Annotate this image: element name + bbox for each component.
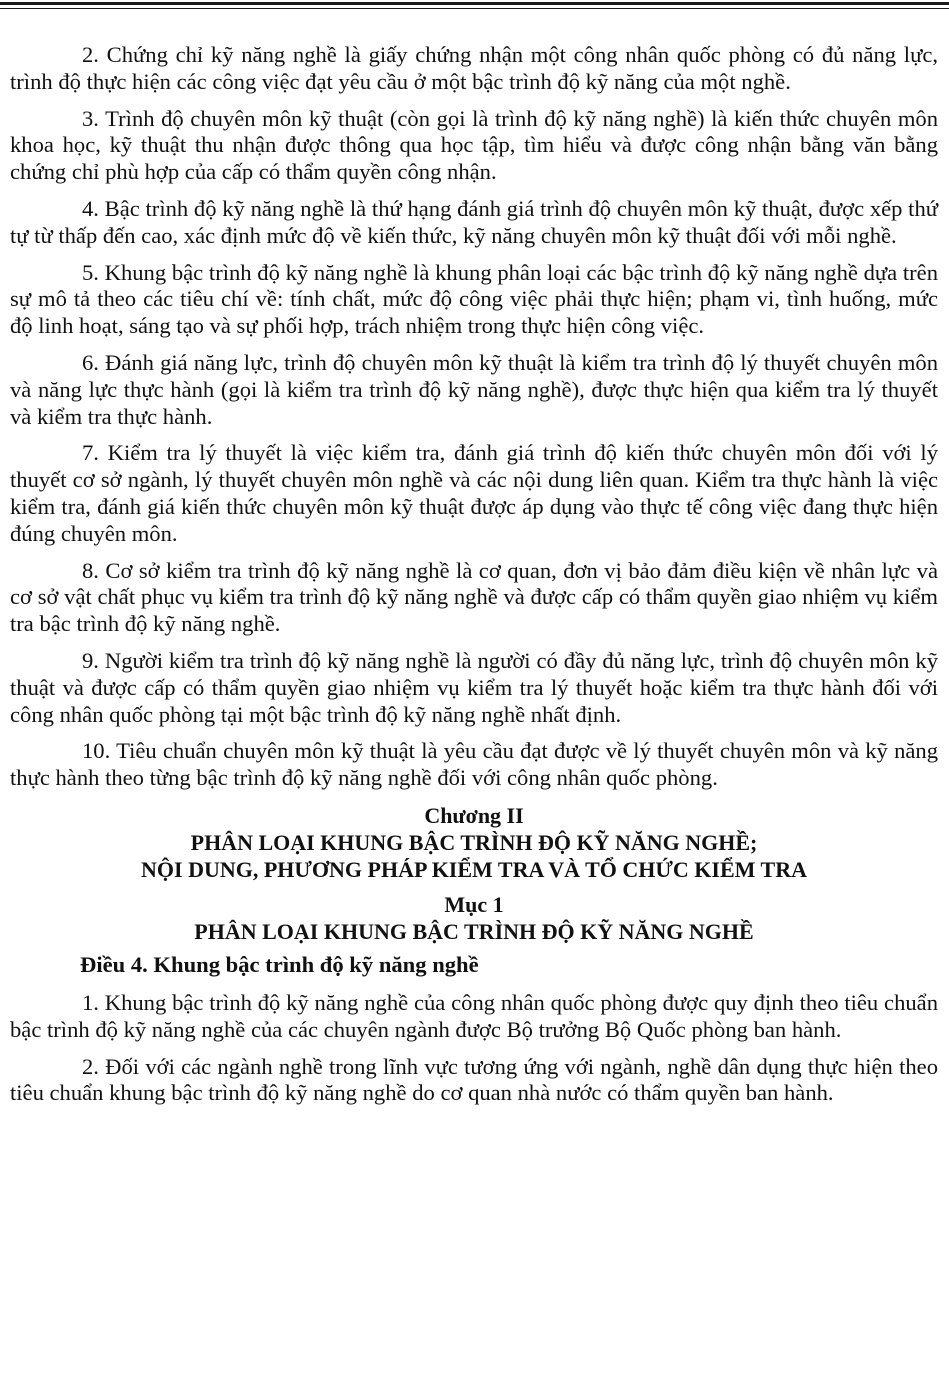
definition-paragraph-6: 6. Đánh giá năng lực, trình độ chuyên môn kỹ thuật là kiểm tra trình độ lý thuyết chuyên môn và năng lực thực hành (gọi là kiểm tra trình độ kỹ năng nghề), được thực hiện qua kiểm tra lý thuyết và kiểm tra thực hành. xyxy=(10,349,938,429)
definition-paragraph-3: 3. Trình độ chuyên môn kỹ thuật (còn gọi là trình độ kỹ năng nghề) là kiến thức chuyên môn khoa học, kỹ thuật thu nhận được thông qua học tập, tìm hiểu và được công nhận bằng văn bằng chứng chỉ phù hợp của cấp có thẩm quyền công nhận. xyxy=(10,105,938,185)
definition-paragraph-10: 10. Tiêu chuẩn chuyên môn kỹ thuật là yêu cầu đạt được về lý thuyết chuyên môn và kỹ năng thực hành theo từng bậc trình độ kỹ năng nghề đối với công nhân quốc phòng. xyxy=(10,738,938,791)
section-label: Mục 1 xyxy=(444,891,504,917)
definition-paragraph-8: 8. Cơ sở kiểm tra trình độ kỹ năng nghề là cơ quan, đơn vị bảo đảm điều kiện về nhân lực và cơ sở vật chất phục vụ kiểm tra trình độ kỹ năng nghề và được cấp có thẩm quyền giao nhiệm vụ kiểm tra bậc trình độ kỹ năng nghề. xyxy=(10,557,938,637)
chapter-title-line-1: PHÂN LOẠI KHUNG BẬC TRÌNH ĐỘ KỸ NĂNG NGHỀ; xyxy=(190,829,758,855)
definition-paragraph-5: 5. Khung bậc trình độ kỹ năng nghề là khung phân loại các bậc trình độ kỹ năng nghề dựa trên sự mô tả theo các tiêu chí về: tính chất, mức độ công việc phải thực hiện; phạm vi, tình huống, mức độ linh hoạt, sáng tạo và sự phối hợp, trách nhiệm trong thực hiện công việc. xyxy=(10,259,938,339)
article-title: Điều 4. Khung bậc trình độ kỹ năng nghề xyxy=(80,951,479,977)
document-page xyxy=(10,42,938,1117)
section-title: PHÂN LOẠI KHUNG BẬC TRÌNH ĐỘ KỸ NĂNG NGHỀ xyxy=(194,918,754,944)
chapter-label: Chương II xyxy=(424,802,524,828)
article-paragraph-2: 2. Đối với các ngành nghề trong lĩnh vực tương ứng với ngành, nghề dân dụng thực hiện theo tiêu chuẩn khung bậc trình độ kỹ năng nghề do cơ quan nhà nước có thẩm quyền ban hành. xyxy=(10,1053,938,1106)
definition-paragraph-4: 4. Bậc trình độ kỹ năng nghề là thứ hạng đánh giá trình độ chuyên môn kỹ thuật, được xếp thứ tự từ thấp đến cao, xác định mức độ về kiến thức, kỹ năng chuyên môn kỹ thuật đối với mỗi nghề. xyxy=(10,195,938,248)
chapter-title-line-2: NỘI DUNG, PHƯƠNG PHÁP KIỂM TRA VÀ TỔ CHỨC KIỂM TRA xyxy=(141,856,807,882)
definition-paragraph-2: 2. Chứng chỉ kỹ năng nghề là giấy chứng nhận một công nhân quốc phòng có đủ năng lực, trình độ thực hiện các công việc đạt yêu cầu ở một bậc trình độ kỹ năng của một nghề. xyxy=(10,42,938,94)
top-border-rule xyxy=(0,2,949,9)
definition-paragraph-7: 7. Kiểm tra lý thuyết là việc kiểm tra, đánh giá trình độ kiến thức chuyên môn đối với lý thuyết cơ sở ngành, lý thuyết chuyên môn nghề và các nội dung liên quan. Kiểm tra thực hành là việc kiểm tra, đánh giá kiến thức chuyên môn kỹ thuật được áp dụng vào thực tế công việc đang thực hiện đúng chuyên môn. xyxy=(10,440,938,546)
definition-paragraph-9: 9. Người kiểm tra trình độ kỹ năng nghề là người có đầy đủ năng lực, trình độ chuyên môn kỹ thuật và được cấp có thẩm quyền giao nhiệm vụ kiểm tra lý thuyết hoặc kiểm tra thực hành đối với công nhân quốc phòng tại một bậc trình độ kỹ năng nghề nhất định. xyxy=(10,647,938,727)
article-paragraph-1: 1. Khung bậc trình độ kỹ năng nghề của công nhân quốc phòng được quy định theo tiêu chuẩn bậc trình độ kỹ năng nghề của các chuyên ngành được Bộ trưởng Bộ Quốc phòng ban hành. xyxy=(10,989,938,1042)
